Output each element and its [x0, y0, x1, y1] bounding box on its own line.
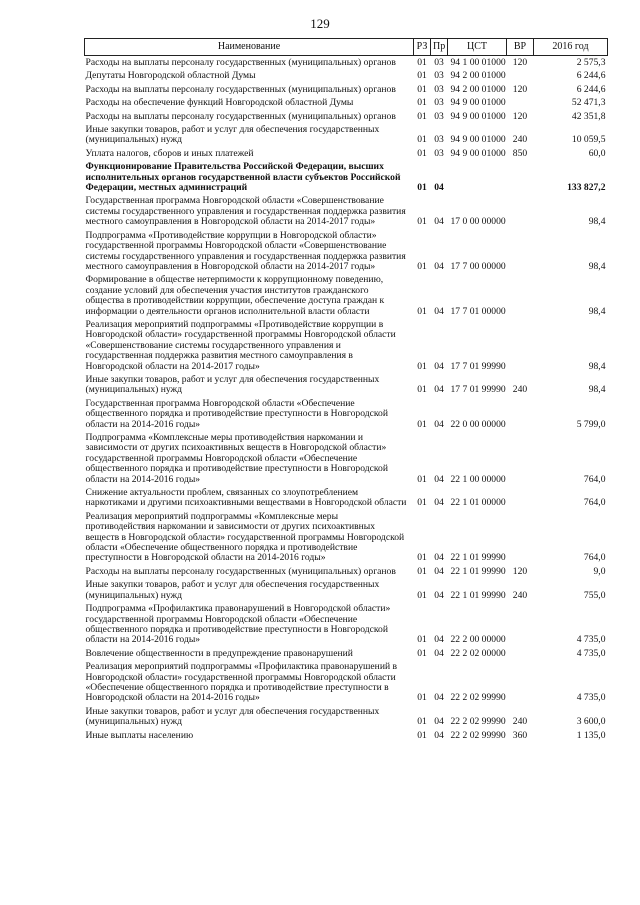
row-sum: 4 735,0	[576, 692, 606, 704]
row-pr: 04	[434, 182, 444, 194]
row-sum: 98,4	[588, 360, 606, 372]
row-sum: 1 135,0	[576, 729, 606, 741]
row-pr: 04	[434, 552, 444, 564]
row-vr: 240	[512, 716, 528, 728]
row-sum: 5 799,0	[576, 418, 606, 430]
row-sum: 42 351,8	[571, 110, 606, 122]
row-pr: 04	[434, 305, 444, 317]
header-vr: ВР	[507, 39, 534, 56]
row-rz: 01	[417, 97, 427, 109]
row-vr	[507, 660, 534, 705]
table-row	[85, 510, 608, 565]
row-rz: 01	[417, 57, 427, 68]
row-rz: 01	[417, 110, 427, 122]
table-row	[85, 318, 608, 373]
row-sum: 9,0	[593, 565, 606, 577]
row-cst: 22 2 02 00000	[450, 647, 506, 659]
row-cst: 17 7 00 00000	[450, 260, 506, 272]
table-row	[85, 69, 608, 82]
table-row	[85, 578, 608, 602]
row-cst: 22 1 01 99990	[450, 565, 506, 577]
row-vr: 360	[512, 729, 528, 741]
row-sum: 98,4	[588, 216, 606, 228]
row-vr	[507, 431, 534, 486]
row-rz: 01	[417, 260, 427, 272]
row-name: Реализация мероприятий подпрограммы «Комплексные меры противодействия наркомании и зависимости от других психоактивных веществ в Новгородской области» государственной программы Новгородской области «Обеспечение общественного порядка и противодействие преступности в Новгородской области на 2014-2016 годы»	[85, 510, 405, 564]
row-rz: 01	[417, 360, 427, 372]
row-sum: 3 600,0	[576, 716, 606, 728]
row-name: Формирование в обществе нетерпимости к коррупционному поведению, создание условий для обеспечения участия институтов гражданского общества в противодействии коррупции, обеспечение доступа граждан к информации о деятельности органов исполнительной власти области	[85, 274, 385, 317]
row-name: Иные закупки товаров, работ и услуг для обеспечения государственных (муниципальных) нужд	[85, 579, 380, 601]
row-rz: 01	[417, 182, 427, 194]
row-cst: 17 7 01 99990	[450, 384, 506, 396]
row-pr: 04	[434, 729, 444, 741]
row-cst: 94 2 00 01000	[450, 70, 506, 82]
row-cst: 17 7 01 99990	[450, 360, 506, 372]
row-name: Государственная программа Новгородской области «Совершенствование системы государственного управления и государственная поддержка развития местного самоуправления в Новгородской области на 2014-2017 годы»	[85, 195, 406, 228]
row-vr	[507, 273, 534, 318]
row-rz: 01	[417, 147, 427, 159]
row-pr: 04	[434, 384, 444, 396]
row-pr: 04	[434, 565, 444, 577]
row-pr: 03	[434, 147, 444, 159]
row-sum: 755,0	[583, 589, 606, 601]
row-cst: 94 9 00 01000	[450, 97, 506, 109]
row-sum: 133 827,2	[567, 182, 606, 194]
table-row	[85, 660, 608, 705]
header-rz: РЗ	[414, 39, 431, 56]
row-rz: 01	[417, 552, 427, 564]
row-cst: 94 1 00 01000	[450, 57, 506, 68]
row-cst: 17 0 00 00000	[450, 216, 506, 228]
row-sum: 98,4	[588, 305, 606, 317]
row-sum: 764,0	[583, 497, 606, 509]
table-header	[85, 39, 608, 56]
table-row	[85, 705, 608, 729]
row-pr: 03	[434, 134, 444, 146]
row-pr: 03	[434, 110, 444, 122]
row-sum: 2 575,3	[576, 57, 606, 68]
table-row	[85, 147, 608, 160]
row-sum: 4 735,0	[576, 634, 606, 646]
row-pr: 03	[434, 70, 444, 82]
table-row	[85, 486, 608, 510]
row-name: Иные закупки товаров, работ и услуг для обеспечения государственных (муниципальных) нужд	[85, 124, 380, 146]
row-name: Реализация мероприятий подпрограммы «Профилактика правонарушений в Новгородской области» государственной программы Новгородской области «Обеспечение общественного порядка и противодействие преступности в Новгородской области на 2014-2016 годы»	[85, 661, 398, 704]
row-pr: 04	[434, 418, 444, 430]
row-name: Подпрограмма «Противодействие коррупции в Новгородской области» государственной программы Новгородской области «Совершенствование системы государственного управления и государственная поддержка развития местного самоуправления в Новгородской области на 2014-2017 годы»	[85, 229, 406, 272]
row-vr: 240	[512, 134, 528, 146]
row-vr: 120	[512, 110, 528, 122]
row-vr	[507, 194, 534, 228]
row-pr: 04	[434, 589, 444, 601]
table-row	[85, 56, 608, 70]
row-cst: 22 1 01 99990	[450, 552, 506, 564]
row-name: Подпрограмма «Профилактика правонарушений в Новгородской области» государственной программы Новгородской области «Обеспечение общественного порядка и противодействие преступности в Новгородской области на 2014-2016 годы»	[85, 603, 391, 646]
page-number: 129	[310, 16, 330, 31]
row-pr: 04	[434, 497, 444, 509]
row-cst: 22 2 00 00000	[450, 634, 506, 646]
row-rz: 01	[417, 305, 427, 317]
row-name: Расходы на выплаты персоналу государственных (муниципальных) органов	[85, 83, 396, 95]
row-pr: 04	[434, 692, 444, 704]
row-rz: 01	[417, 497, 427, 509]
table-row	[85, 729, 608, 742]
row-name: Иные выплаты населению	[85, 729, 194, 741]
row-sum: 52 471,3	[571, 97, 606, 109]
header-cst: ЦСТ	[448, 39, 507, 56]
header-name: Наименование	[85, 39, 414, 56]
row-cst: 22 2 02 99990	[450, 716, 506, 728]
row-name: Вовлечение общественности в предупреждение правонарушений	[85, 647, 353, 659]
row-cst: 22 2 02 99990	[450, 692, 506, 704]
table-body	[85, 56, 608, 742]
row-vr	[507, 160, 534, 194]
table-row	[85, 123, 608, 147]
row-name: Расходы на выплаты персоналу государственных (муниципальных) органов	[85, 110, 396, 122]
row-sum: 98,4	[588, 384, 606, 396]
row-name: Расходы на выплаты персоналу государственных (муниципальных) органов	[85, 57, 396, 68]
row-rz: 01	[417, 70, 427, 82]
row-pr: 04	[434, 647, 444, 659]
row-vr: 240	[512, 384, 528, 396]
row-name: Снижение актуальности проблем, связанных со злоупотреблением наркотиками и другими психоактивными веществами в Новгородской области	[85, 487, 407, 509]
row-sum: 6 244,6	[576, 70, 606, 82]
row-sum: 764,0	[583, 473, 606, 485]
row-pr: 04	[434, 216, 444, 228]
row-name: Подпрограмма «Комплексные меры противодействия наркомании и зависимости от других психоактивных веществ в Новгородской области» государственной программы Новгородской области «Обеспечение общественного порядка и противодействие преступности в Новгородской области на 2014-2016 годы»	[85, 432, 388, 485]
row-vr	[507, 318, 534, 373]
row-cst: 22 2 02 99990	[450, 729, 506, 741]
row-cst	[448, 160, 507, 194]
table-row	[85, 397, 608, 431]
row-name: Иные закупки товаров, работ и услуг для обеспечения государственных (муниципальных) нужд	[85, 705, 380, 728]
row-sum: 98,4	[588, 260, 606, 272]
row-name: Расходы на обеспечение функций Новгородской областной Думы	[85, 97, 354, 109]
row-vr	[507, 96, 534, 109]
row-vr	[507, 510, 534, 565]
row-sum: 10 059,5	[571, 134, 606, 146]
row-rz: 01	[417, 473, 427, 485]
row-vr	[507, 486, 534, 510]
row-sum: 764,0	[583, 552, 606, 564]
row-pr: 04	[434, 360, 444, 372]
row-vr	[507, 647, 534, 660]
header-sum: 2016 год	[534, 39, 608, 56]
row-sum: 60,0	[588, 147, 606, 159]
table-row	[85, 431, 608, 486]
row-vr: 120	[512, 57, 528, 68]
row-name: Расходы на выплаты персоналу государственных (муниципальных) органов	[85, 565, 396, 577]
row-sum: 4 735,0	[576, 647, 606, 659]
row-pr: 04	[434, 473, 444, 485]
row-cst: 22 1 01 00000	[450, 497, 506, 509]
row-sum: 6 244,6	[576, 83, 606, 95]
row-rz: 01	[417, 134, 427, 146]
row-vr: 240	[512, 589, 528, 601]
row-rz: 01	[417, 729, 427, 741]
row-cst: 22 0 00 00000	[450, 418, 506, 430]
row-rz: 01	[417, 634, 427, 646]
row-cst: 22 1 00 00000	[450, 473, 506, 485]
row-rz: 01	[417, 384, 427, 396]
table-row	[85, 565, 608, 578]
row-name: Депутаты Новгородской областной Думы	[85, 70, 256, 82]
row-name: Уплата налогов, сборов и иных платежей	[85, 147, 254, 159]
row-cst: 94 2 00 01000	[450, 83, 506, 95]
row-rz: 01	[417, 565, 427, 577]
row-pr: 04	[434, 634, 444, 646]
table-row	[85, 647, 608, 660]
table-row	[85, 373, 608, 397]
row-vr	[507, 69, 534, 82]
row-pr: 04	[434, 260, 444, 272]
row-rz: 01	[417, 716, 427, 728]
row-name: Государственная программа Новгородской области «Обеспечение общественного порядка и противодействие преступности в Новгородской области на 2014-2016 годы»	[85, 397, 388, 430]
table-row	[85, 96, 608, 109]
row-cst: 94 9 00 01000	[450, 134, 506, 146]
row-name: Функционирование Правительства Российской Федерации, высших исполнительных органов государственной власти субъектов Российской Федерации, местных администраций	[85, 161, 401, 194]
row-rz: 01	[417, 589, 427, 601]
row-name: Реализация мероприятий подпрограммы «Противодействие коррупции в Новгородской области» государственной программы Новгородской области «Совершенствование системы государственного управления и государственная поддержка развития местного самоуправления в Новгородской области на 2014-2017 годы»	[85, 318, 396, 372]
row-pr: 03	[434, 83, 444, 95]
row-vr	[507, 397, 534, 431]
header-pr: Пр	[431, 39, 448, 56]
row-pr: 03	[434, 57, 444, 68]
row-vr: 850	[512, 147, 528, 159]
table-row	[85, 602, 608, 647]
row-vr	[507, 229, 534, 274]
row-rz: 01	[417, 418, 427, 430]
row-cst: 94 9 00 01000	[450, 147, 506, 159]
table-row	[85, 229, 608, 274]
row-cst: 94 9 00 01000	[450, 110, 506, 122]
budget-table	[84, 38, 608, 742]
row-vr: 120	[512, 565, 528, 577]
row-rz: 01	[417, 83, 427, 95]
row-cst: 22 1 01 99990	[450, 589, 506, 601]
table-row	[85, 194, 608, 228]
row-vr: 120	[512, 83, 528, 95]
row-name: Иные закупки товаров, работ и услуг для обеспечения государственных (муниципальных) нужд	[85, 373, 380, 396]
row-rz: 01	[417, 692, 427, 704]
table-row	[85, 110, 608, 123]
table-row	[85, 273, 608, 318]
table-row	[85, 160, 608, 194]
row-rz: 01	[417, 216, 427, 228]
row-pr: 04	[434, 716, 444, 728]
row-cst: 17 7 01 00000	[450, 305, 506, 317]
table-row	[85, 83, 608, 96]
row-vr	[507, 602, 534, 647]
row-pr: 03	[434, 97, 444, 109]
row-rz: 01	[417, 647, 427, 659]
